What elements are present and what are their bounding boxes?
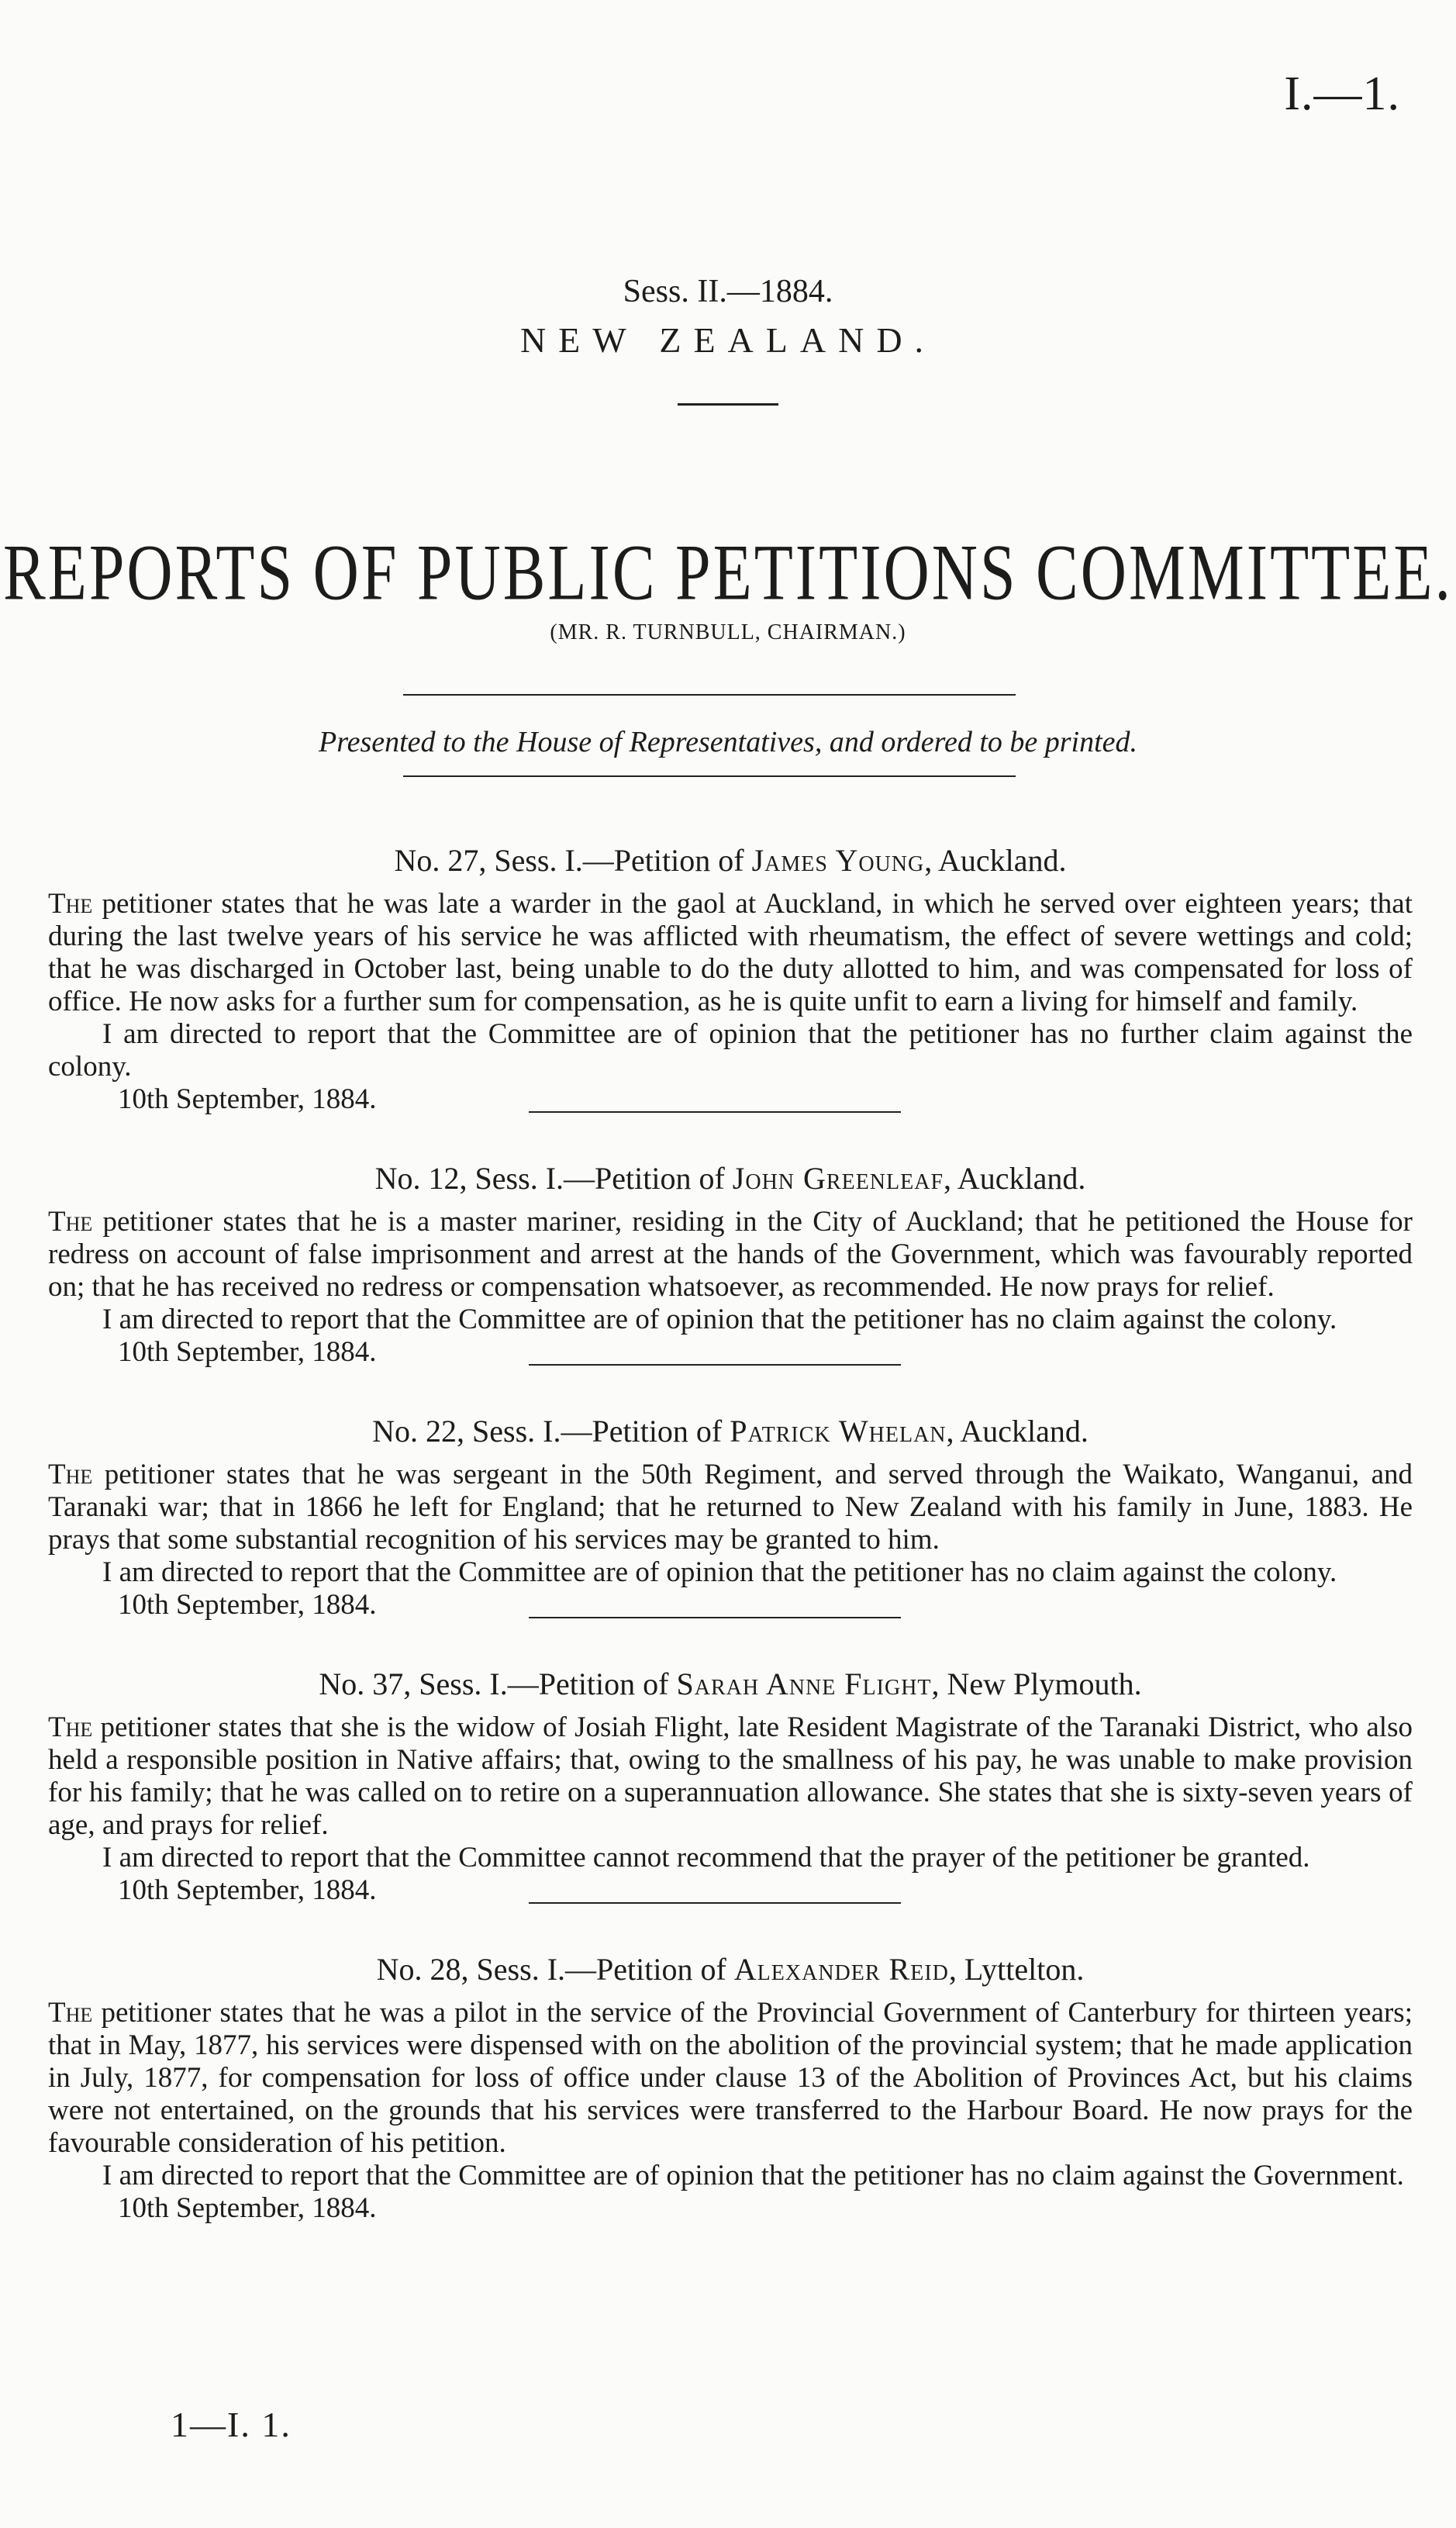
footer-reference: 1—I. 1.	[171, 2405, 292, 2444]
document-title: REPORTS OF PUBLIC PETITIONS COMMITTEE.	[3, 528, 1453, 616]
petition-text: petitioner states that he was sergeant in the 50th Regiment, and served through the Waikato, Wanganui, and Taranaki war; that in 1866 he left for England; that he returned to New Zealand with his family in June, 1883. He prays that some substantial recognition of his services may be granted to him.	[48, 1459, 1413, 1556]
petition-body	[48, 888, 1413, 1018]
petition-entry	[48, 1665, 1413, 1908]
petition-heading	[48, 1412, 1413, 1451]
report-date-row	[48, 2192, 1413, 2226]
short-divider	[678, 403, 778, 406]
report-date: 10th September, 1884.	[118, 1874, 377, 1906]
petition-number: No. 12, Sess. I.—Petition of	[374, 1161, 725, 1196]
committee-report: I am directed to report that the Committee cannot recommend that the prayer of the petitioner be granted.	[102, 1842, 1310, 1874]
petition-heading	[48, 1665, 1413, 1704]
petitioner-name: John Greenleaf	[732, 1161, 944, 1196]
petitioner-place: , Auckland.	[946, 1414, 1089, 1449]
presented-line: Presented to the House of Representatives, and ordered to be printed.	[318, 726, 1138, 758]
petition-text: petitioner states that he was a pilot in the service of the Provincial Government of Canterbury for thirteen years; that in May, 1877, his services were dispensed with on the abolition of the provincial system; that he made application in July, 1877, for compensation for loss of office under clause 13 of the Abolition of Provinces Act, but his claims were not entertained, on the grounds that his services were transferred to the Harbour Board. He now prays for the favourable consideration of his petition.	[48, 1997, 1413, 2159]
petitioner-name: James Young	[751, 843, 925, 878]
petition-heading	[48, 1159, 1413, 1198]
petition-body	[48, 1206, 1413, 1304]
petition-body	[48, 1459, 1413, 1556]
report-date-row	[48, 1083, 1413, 1117]
section-divider	[529, 1111, 901, 1113]
report-date-row	[48, 1874, 1413, 1908]
lead-word: The	[48, 1206, 93, 1238]
petition-entry	[48, 841, 1413, 1117]
lead-word: The	[48, 888, 93, 920]
petition-number: No. 27, Sess. I.—Petition of	[394, 843, 744, 878]
committee-report: I am directed to report that the Committee are of opinion that the petitioner has no claim against the colony.	[102, 1556, 1337, 1588]
petitioner-place: , Auckland.	[924, 843, 1067, 878]
section-divider	[529, 1902, 901, 1904]
petition-text: petitioner states that he is a master mariner, residing in the City of Auckland; that he petitioned the House for redress on account of false imprisonment and arrest at the hands of the Government, which was favourably reported on; that he has received no redress or compensation whatsoever, as recommended. He now prays for relief.	[48, 1206, 1413, 1303]
committee-report: I am directed to report that the Committee are of opinion that the petitioner has no claim against the Government.	[102, 2160, 1404, 2191]
petition-entry	[48, 1950, 1413, 2226]
report-date: 10th September, 1884.	[118, 1336, 377, 1368]
lead-word: The	[48, 1459, 93, 1490]
petitioner-place: , New Plymouth.	[931, 1666, 1142, 1701]
report-date-row	[48, 1589, 1413, 1623]
petitioner-name: Patrick Whelan	[730, 1414, 947, 1449]
petition-body	[48, 1997, 1413, 2160]
chairman-line: (MR. R. TURNBULL, CHAIRMAN.)	[550, 620, 906, 644]
section-divider	[529, 1364, 901, 1366]
report-date: 10th September, 1884.	[118, 1589, 377, 1621]
petitioner-name: Sarah Anne Flight	[676, 1666, 932, 1701]
petition-number: No. 22, Sess. I.—Petition of	[372, 1414, 723, 1449]
report-date: 10th September, 1884.	[118, 2192, 377, 2224]
petition-text: petitioner states that she is the widow of Josiah Flight, late Resident Magistrate of the Taranaki District, who also held a responsible position in Native affairs; that, owing to the smallness of his pay, he was unable to make provision for his family; that he was called on to retire on a superannuation allowance. She states that she is sixty-seven years of age, and prays for relief.	[48, 1711, 1413, 1841]
petition-text: petitioner states that he was late a warder in the gaol at Auckland, in which he served over eighteen years; that during the last twelve years of his service he was afflicted with rheumatism, the effect of severe wettings and cold; that he was discharged in October last, being unable to do the duty allotted to him, and was compensated for loss of office. He now asks for a further sum for compensation, as he is quite unfit to earn a living for himself and family.	[48, 888, 1413, 1017]
divider-top	[403, 694, 1016, 696]
petitioner-name: Alexander Reid	[733, 1952, 949, 1987]
committee-report: I am directed to report that the Committee are of opinion that the petitioner has no further claim against the colony.	[48, 1018, 1413, 1083]
lead-word: The	[48, 1711, 93, 1743]
petition-number: No. 37, Sess. I.—Petition of	[319, 1666, 669, 1701]
country-line: NEW ZEALAND.	[519, 320, 937, 360]
petition-heading	[48, 1950, 1413, 1989]
lead-word: The	[48, 1997, 93, 2029]
report-date-row	[48, 1336, 1413, 1370]
section-divider	[529, 1617, 901, 1618]
petition-heading	[48, 841, 1413, 880]
petitioner-place: , Auckland.	[944, 1161, 1086, 1196]
petitioner-place: , Lyttelton.	[948, 1952, 1085, 1987]
divider-bottom	[403, 775, 1016, 777]
petition-entry	[48, 1159, 1413, 1370]
page-reference: I.—1.	[1284, 67, 1400, 120]
petition-body	[48, 1711, 1413, 1842]
report-date: 10th September, 1884.	[118, 1083, 377, 1115]
committee-report: I am directed to report that the Committee are of opinion that the petitioner has no claim against the colony.	[102, 1304, 1337, 1335]
petition-number: No. 28, Sess. I.—Petition of	[376, 1952, 726, 1987]
petitions-list	[48, 841, 1413, 2268]
petition-entry	[48, 1412, 1413, 1623]
session-line: Sess. II.—1884.	[623, 274, 833, 309]
